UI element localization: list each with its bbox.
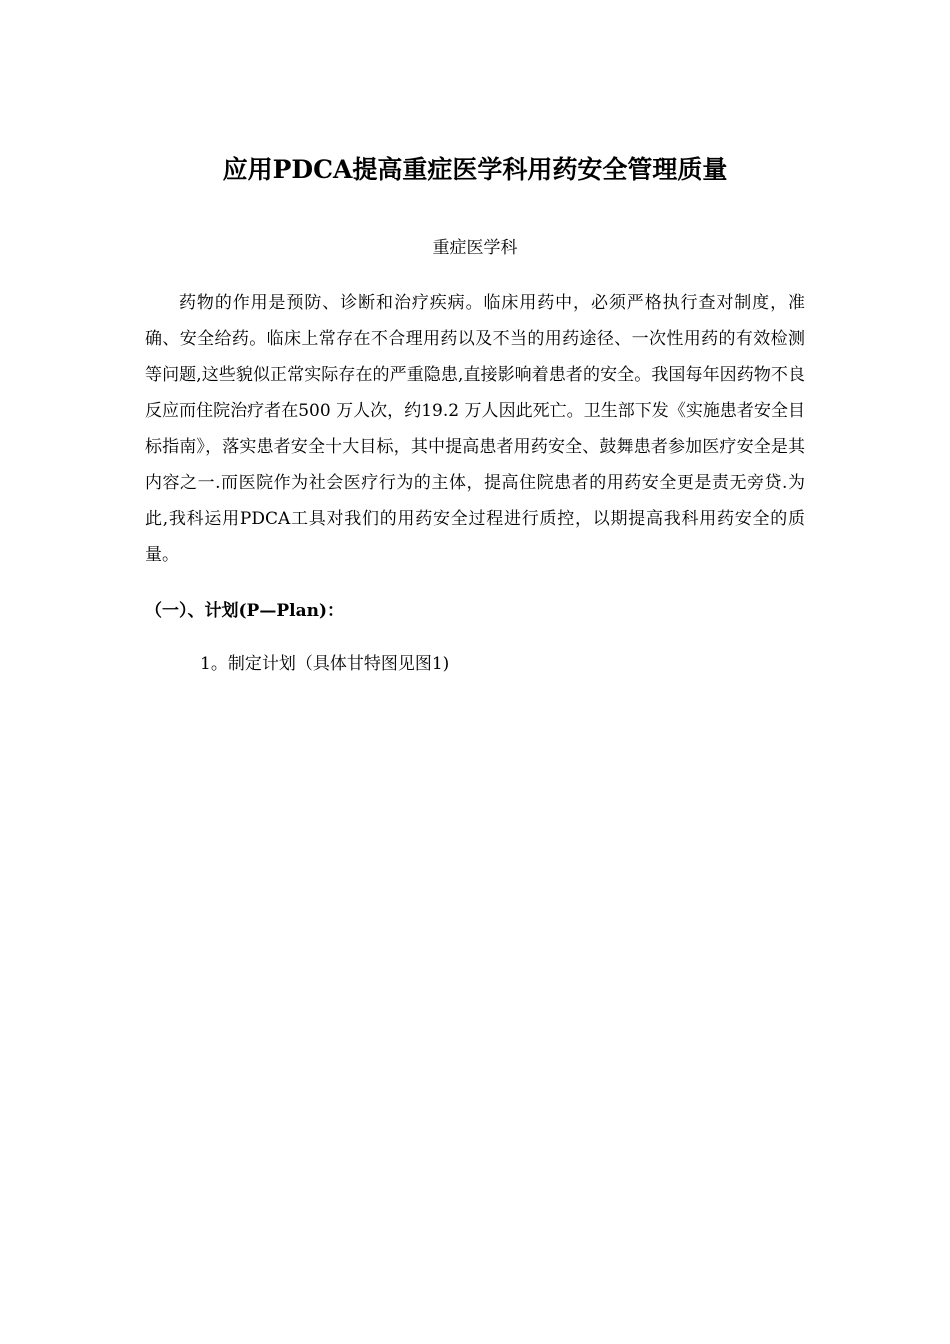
section-heading-plan: （一）、计划(P—Plan)： <box>145 601 344 621</box>
document-title: 应用PDCA提高重症医学科用药安全管理质量 <box>222 155 728 184</box>
department-name: 重症医学科 <box>432 238 518 258</box>
plan-sub-item: 1。制定计划（具体甘特图见图1) <box>200 654 450 674</box>
intro-paragraph: 药物的作用是预防、诊断和治疗疾病。临床用药中，必须严格执行查对制度，准确、安全给药。临床上常存在不合理用药以及不当的用药途径、一次性用药的有效检测等问题,这些貌似正常实际存在的严重隐患,直接影响着患者的安全。我国每年因药物不良反应而住院治疗者在500 万人次，约19.2 万人因此死亡。卫生部下发《实施患者安全目标指南》，落实患者安全十大目标，其中提高患者用药安全、鼓舞患者参加医疗安全是其内容之一.而医院作为社会医疗行为的主体，提高住院患者的用药安全更是责无旁贷.为此,我科运用PDCA工具对我们的用药安全过程进行质控，以期提高我科用药安全的质量。 <box>145 293 805 565</box>
